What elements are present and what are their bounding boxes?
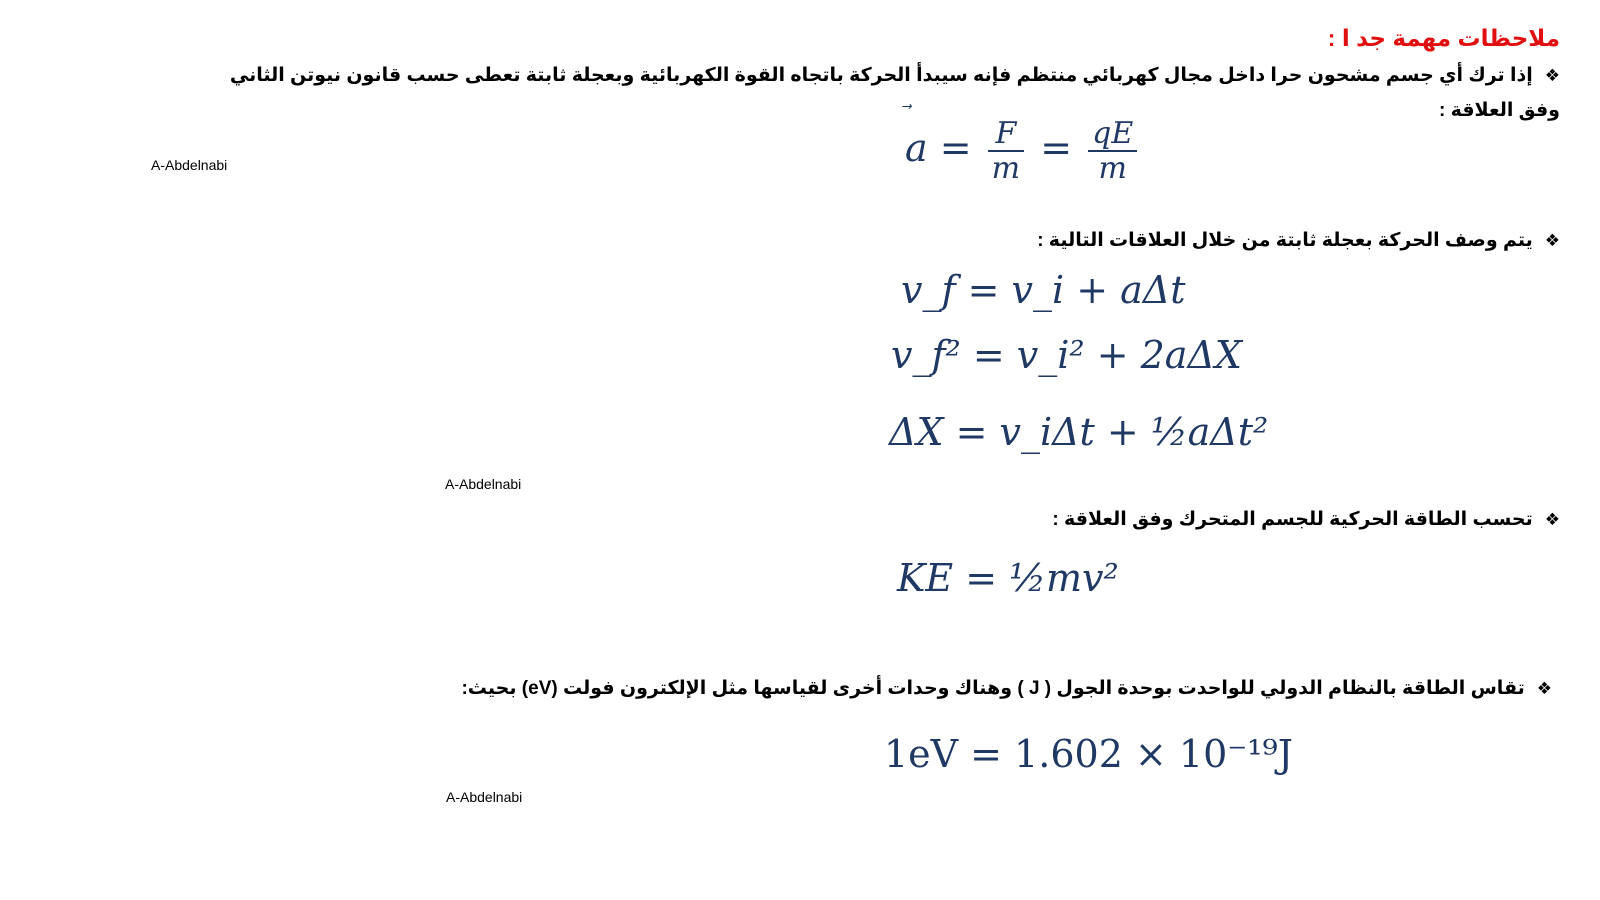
bullet-icon: ❖ xyxy=(1544,66,1560,85)
equation-kinetic-energy: KE = ½mv² xyxy=(897,556,1119,600)
watermark: A-Abdelnabi xyxy=(446,789,523,805)
equation-electron-volt: 1eV = 1.602 × 10⁻¹⁹J xyxy=(884,732,1294,776)
paragraph-3-text: تحسب الطاقة الحركية للجسم المتحرك وفق العلاقة : xyxy=(1052,509,1533,530)
paragraph-2 xyxy=(1037,229,1560,252)
equation-velocity: v_f = v_i + aΔt xyxy=(901,268,1186,312)
bullet-icon: ❖ xyxy=(1536,679,1552,698)
eq-accel-frac-2: $\frac{qE}{m}$ xyxy=(1088,117,1137,185)
eq-accel-lhs: a xyxy=(905,125,928,170)
paragraph-1-line-1 xyxy=(230,64,1560,87)
paragraph-1-line-2: وفق العلاقة : xyxy=(1438,100,1560,121)
watermark: A-Abdelnabi xyxy=(151,157,228,173)
equation-velocity-squared: v_f² = v_i² + 2aΔX xyxy=(891,333,1242,377)
paragraph-4 xyxy=(461,677,1552,700)
equation-displacement: ΔX = v_iΔt + ½aΔt² xyxy=(889,410,1269,454)
watermark: A-Abdelnabi xyxy=(445,476,522,492)
paragraph-4-text: تقاس الطاقة بالنظام الدولي للواحدت بوحدة الجول ( J ) وهناك وحدات أخرى لقياسها مثل الإلكترون فولت (eV) بحيث: xyxy=(461,678,1525,699)
equation-acceleration: a = $\frac{F}{m}$ = $\frac{qE}{m}$ xyxy=(905,117,1141,185)
eq-accel-frac-1: $\frac{F}{m}$ xyxy=(988,117,1024,185)
paragraph-2-text: يتم وصف الحركة بعجلة ثابتة من خلال العلاقات التالية : xyxy=(1037,230,1533,251)
paragraph-1-text: إذا ترك أي جسم مشحون حرا داخل مجال كهربائي منتظم فإنه سيبدأ الحركة باتجاه القوة الكهربائية وبعجلة ثابتة تعطى حسب قانون نيوتن الثاني xyxy=(229,65,1533,86)
paragraph-3 xyxy=(1052,508,1560,531)
page-title: ملاحظات مهمة جد ا : xyxy=(1327,25,1560,51)
bullet-icon: ❖ xyxy=(1544,231,1560,250)
bullet-icon: ❖ xyxy=(1544,510,1560,529)
